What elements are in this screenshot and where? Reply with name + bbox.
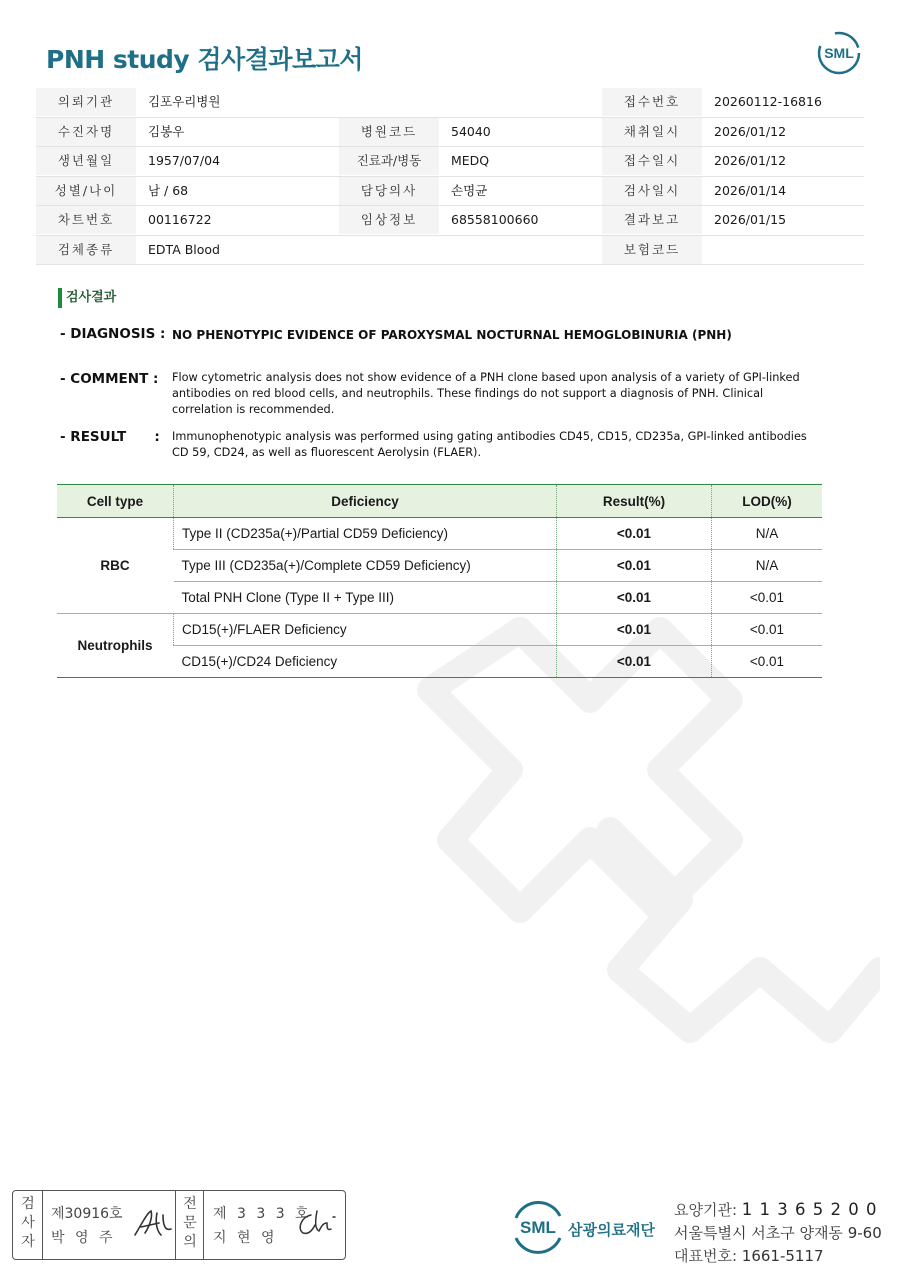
table-row (57, 518, 822, 550)
info-row (36, 206, 864, 236)
info-value: 손명균 (451, 182, 488, 198)
info-label: 담당의사 (339, 177, 439, 205)
header-deficiency: Deficiency (174, 485, 557, 518)
report-title: PNH study 검사결과보고서 (46, 45, 363, 74)
inspector-signature-icon (131, 1205, 175, 1243)
specialist-signature-icon (293, 1205, 339, 1243)
comment-label: - COMMENT : (60, 371, 159, 387)
svg-text:SML: SML (824, 45, 854, 61)
sml-logo (816, 30, 862, 76)
phone-label: 대표번호: (674, 1247, 738, 1265)
phone-value: 1661-5117 (741, 1247, 824, 1265)
deficiency-cell: CD15(+)/CD24 Deficiency (174, 646, 557, 678)
code-label: 요양기관: (674, 1201, 738, 1219)
info-value: 2026/01/15 (714, 212, 787, 227)
section-title: 검사결과 (58, 288, 116, 308)
specialist-title: 전 문 의 (183, 1196, 197, 1250)
info-label: 성별/나이 (36, 177, 136, 205)
lod-cell: <0.01 (712, 614, 823, 646)
cell-type-rbc: RBC (57, 518, 174, 614)
info-label: 검체종류 (36, 236, 136, 264)
code-value: 1 1 3 6 5 2 0 0 (741, 1200, 878, 1219)
result-cell: <0.01 (557, 646, 712, 678)
inspector-title: 검 사 자 (21, 1196, 35, 1250)
info-label: 보험코드 (602, 236, 702, 264)
deficiency-cell: Type II (CD235a(+)/Partial CD59 Deficiency) (174, 518, 557, 550)
header-cell-type: Cell type (57, 485, 174, 518)
result-label: - RESULT : (60, 429, 160, 445)
diagnosis-text: NO PHENOTYPIC EVIDENCE OF PAROXYSMAL NOCTURNAL HEMOGLOBINURIA (PNH) (172, 328, 732, 342)
divider (175, 1191, 176, 1259)
info-label: 수진자명 (36, 118, 136, 146)
lod-cell: N/A (712, 518, 823, 550)
patient-info-grid (36, 88, 864, 265)
deficiency-cell: CD15(+)/FLAER Deficiency (174, 614, 557, 646)
info-value: 68558100660 (451, 212, 539, 227)
specialist-name: 지 현 영 (213, 1230, 278, 1246)
info-value: 남 / 68 (148, 182, 189, 198)
info-row (36, 118, 864, 148)
info-value: 00116722 (148, 212, 212, 227)
footer-phone (674, 1245, 824, 1266)
header-lod: LOD(%) (712, 485, 823, 518)
table-row (57, 614, 822, 646)
result-cell: <0.01 (557, 518, 712, 550)
info-label: 검사일시 (602, 177, 702, 205)
inspector-license: 제30916호 (51, 1206, 123, 1222)
info-value: 김봉우 (148, 123, 185, 139)
result-cell: <0.01 (557, 550, 712, 582)
info-row (36, 236, 864, 266)
svg-text:SML: SML (520, 1218, 556, 1237)
diagnosis-label: - DIAGNOSIS : (60, 326, 166, 342)
info-value: 2026/01/12 (714, 123, 787, 139)
footer-org-name: 삼광의료재단 (568, 1221, 655, 1239)
result-cell: <0.01 (557, 614, 712, 646)
info-value: 2026/01/14 (714, 182, 787, 198)
lod-cell: <0.01 (712, 646, 823, 678)
info-value: EDTA Blood (148, 241, 220, 257)
info-label: 임상정보 (339, 206, 439, 234)
info-row (36, 177, 864, 207)
header-result: Result(%) (557, 485, 712, 518)
table-header-row (57, 485, 822, 518)
info-label: 결과보고 (602, 206, 702, 234)
result-text: Immunophenotypic analysis was performed using gating antibodies CD45, CD15, CD235a, GPI-linked antibodies CD 59, CD24, as well as fluorescent Aerolysin (FLAER). (172, 430, 807, 459)
lod-cell: N/A (712, 550, 823, 582)
result-cell: <0.01 (557, 582, 712, 614)
info-label: 접수번호 (602, 88, 702, 116)
lod-cell: <0.01 (712, 582, 823, 614)
footer-code (674, 1199, 878, 1220)
deficiency-cell: Total PNH Clone (Type II + Type III) (174, 582, 557, 614)
info-label: 차트번호 (36, 206, 136, 234)
info-label: 생년월일 (36, 147, 136, 175)
inspector-name: 박 영 주 (51, 1230, 116, 1246)
info-value: 1957/07/04 (148, 153, 221, 168)
info-label: 병원코드 (339, 118, 439, 146)
info-value: 54040 (451, 123, 491, 139)
info-value: 20260112-16816 (714, 94, 822, 109)
comment-text: Flow cytometric analysis does not show evidence of a PNH clone based upon analysis of a variety of GPI-linked antibodies on red blood cells, and neutrophils. These findings do not support a diagnosis of PNH. Clinical correlation is recommended. (172, 371, 800, 416)
deficiency-cell: Type III (CD235a(+)/Complete CD59 Deficiency) (174, 550, 557, 582)
info-label: 접수일시 (602, 147, 702, 175)
signature-box (12, 1190, 346, 1260)
specialist-license: 제 3 3 3 호 (213, 1206, 312, 1222)
info-value: MEDQ (451, 153, 490, 168)
cell-type-neutrophils: Neutrophils (57, 614, 174, 678)
info-label: 진료과/병동 (339, 147, 439, 175)
info-row (36, 88, 864, 118)
divider (203, 1191, 204, 1259)
info-value: 2026/01/12 (714, 153, 787, 168)
divider (42, 1191, 43, 1259)
footer-address: 서울특별시 서초구 양재동 9-60 (674, 1224, 882, 1242)
info-label: 의뢰기관 (36, 88, 136, 116)
info-row (36, 147, 864, 177)
info-value: 김포우리병원 (148, 94, 221, 109)
result-table (57, 484, 822, 678)
info-label: 채취일시 (602, 118, 702, 146)
